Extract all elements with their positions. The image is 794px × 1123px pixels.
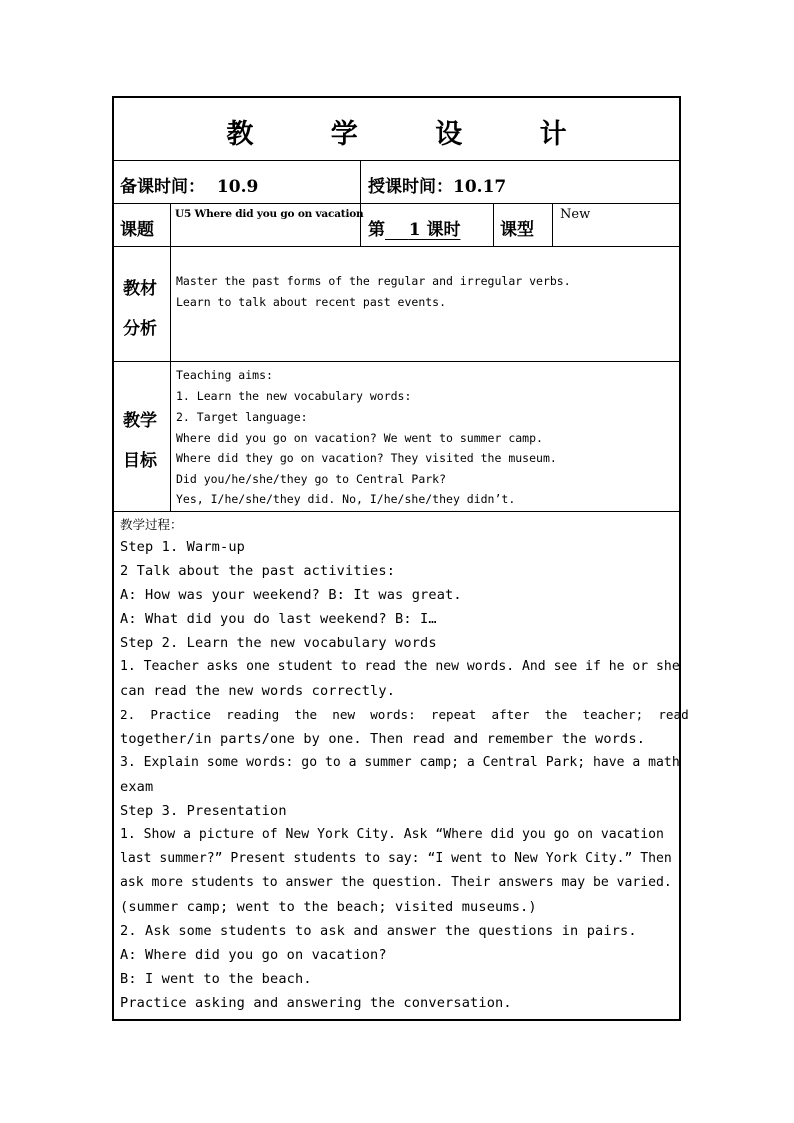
divider: [493, 203, 494, 246]
process-line: can read the new words correctly.: [120, 683, 396, 699]
process-line: A: How was your weekend? B: It was great.: [120, 587, 462, 603]
process-line: A: What did you do last weekend? B: I…: [120, 611, 437, 627]
divider: [114, 361, 679, 362]
period: [368, 215, 460, 240]
process-label: 教学过程：: [120, 517, 183, 532]
divider: [360, 160, 361, 203]
period-prefix: 第: [368, 220, 385, 240]
topic-value: U5 Where did you go on vacation: [175, 208, 364, 220]
period-value: 1: [408, 220, 421, 240]
analysis-line: Learn to talk about recent past events.: [176, 295, 447, 309]
process-line: Step 3. Presentation: [120, 803, 287, 819]
process-line: Step 2. Learn the new vocabulary words: [120, 635, 437, 651]
type-value: New: [560, 207, 591, 222]
objective-line: 2. Target language:: [176, 410, 308, 424]
objective-line: Where did they go on vacation? They visited the museum.: [176, 451, 557, 465]
process-line: 1. Show a picture of New York City. Ask “Where did you go on vacation: [120, 827, 664, 842]
objective-line: Did you/he/she/they go to Central Park?: [176, 472, 447, 486]
analysis-line: Master the past forms of the regular and irregular verbs.: [176, 274, 571, 288]
process-line: last summer?” Present students to say: “I went to New York City.” Then: [120, 851, 672, 866]
process-line: Practice asking and answering the conversation.: [120, 995, 512, 1011]
period-value-line: [385, 220, 460, 240]
process-line: ask more students to answer the question. Their answers may be varied.: [120, 875, 672, 890]
prep-time: [120, 172, 258, 197]
period-suffix: 课时: [426, 220, 461, 240]
process-line: exam: [120, 779, 154, 795]
divider: [170, 203, 171, 511]
process-line: B: I went to the beach.: [120, 971, 312, 987]
objectives-label-2: 目标: [123, 451, 157, 471]
objectives-label-1: 教学: [123, 411, 157, 431]
divider: [552, 203, 553, 246]
divider: [114, 160, 679, 161]
divider: [114, 511, 679, 512]
type-label: 课型: [500, 220, 534, 240]
process-line: Step 1. Warm-up: [120, 539, 246, 555]
process-line: 1. Teacher asks one student to read the new words. And see if he or she: [120, 659, 680, 674]
teach-time-value: 10.17: [453, 177, 507, 197]
objective-line: Where did you go on vacation? We went to summer camp.: [176, 431, 543, 445]
process-line: 3. Explain some words: go to a summer camp; a Central Park; have a math: [120, 755, 680, 770]
teach-time-label: 授课时间：: [368, 177, 453, 197]
objective-line: 1. Learn the new vocabulary words:: [176, 389, 412, 403]
process-line: together/in parts/one by one. Then read and remember the words.: [120, 731, 646, 747]
process-line: (summer camp; went to the beach; visited museums.): [120, 899, 537, 915]
analysis-label-1: 教材: [123, 279, 157, 299]
process-line: 2. Ask some students to ask and answer the questions in pairs.: [120, 923, 637, 939]
page-title: 教 学 设 计: [226, 119, 601, 150]
objective-line: Yes, I/he/she/they did. No, I/he/she/they didn’t.: [176, 492, 516, 506]
lesson-plan-table: [112, 96, 689, 1021]
process-line: A: Where did you go on vacation?: [120, 947, 387, 963]
divider: [114, 246, 679, 247]
process-line: 2 Talk about the past activities:: [120, 563, 396, 579]
analysis-label-2: 分析: [123, 319, 157, 339]
process-line: 2. Practice reading the new words: repeat after the teacher; read: [120, 707, 689, 722]
teach-time: [368, 172, 506, 197]
prep-time-value: 10.9: [216, 177, 259, 197]
divider: [114, 203, 679, 204]
topic-label: 课题: [120, 220, 154, 240]
prep-time-label: 备课时间：: [120, 177, 205, 197]
objective-line: Teaching aims:: [176, 368, 273, 382]
